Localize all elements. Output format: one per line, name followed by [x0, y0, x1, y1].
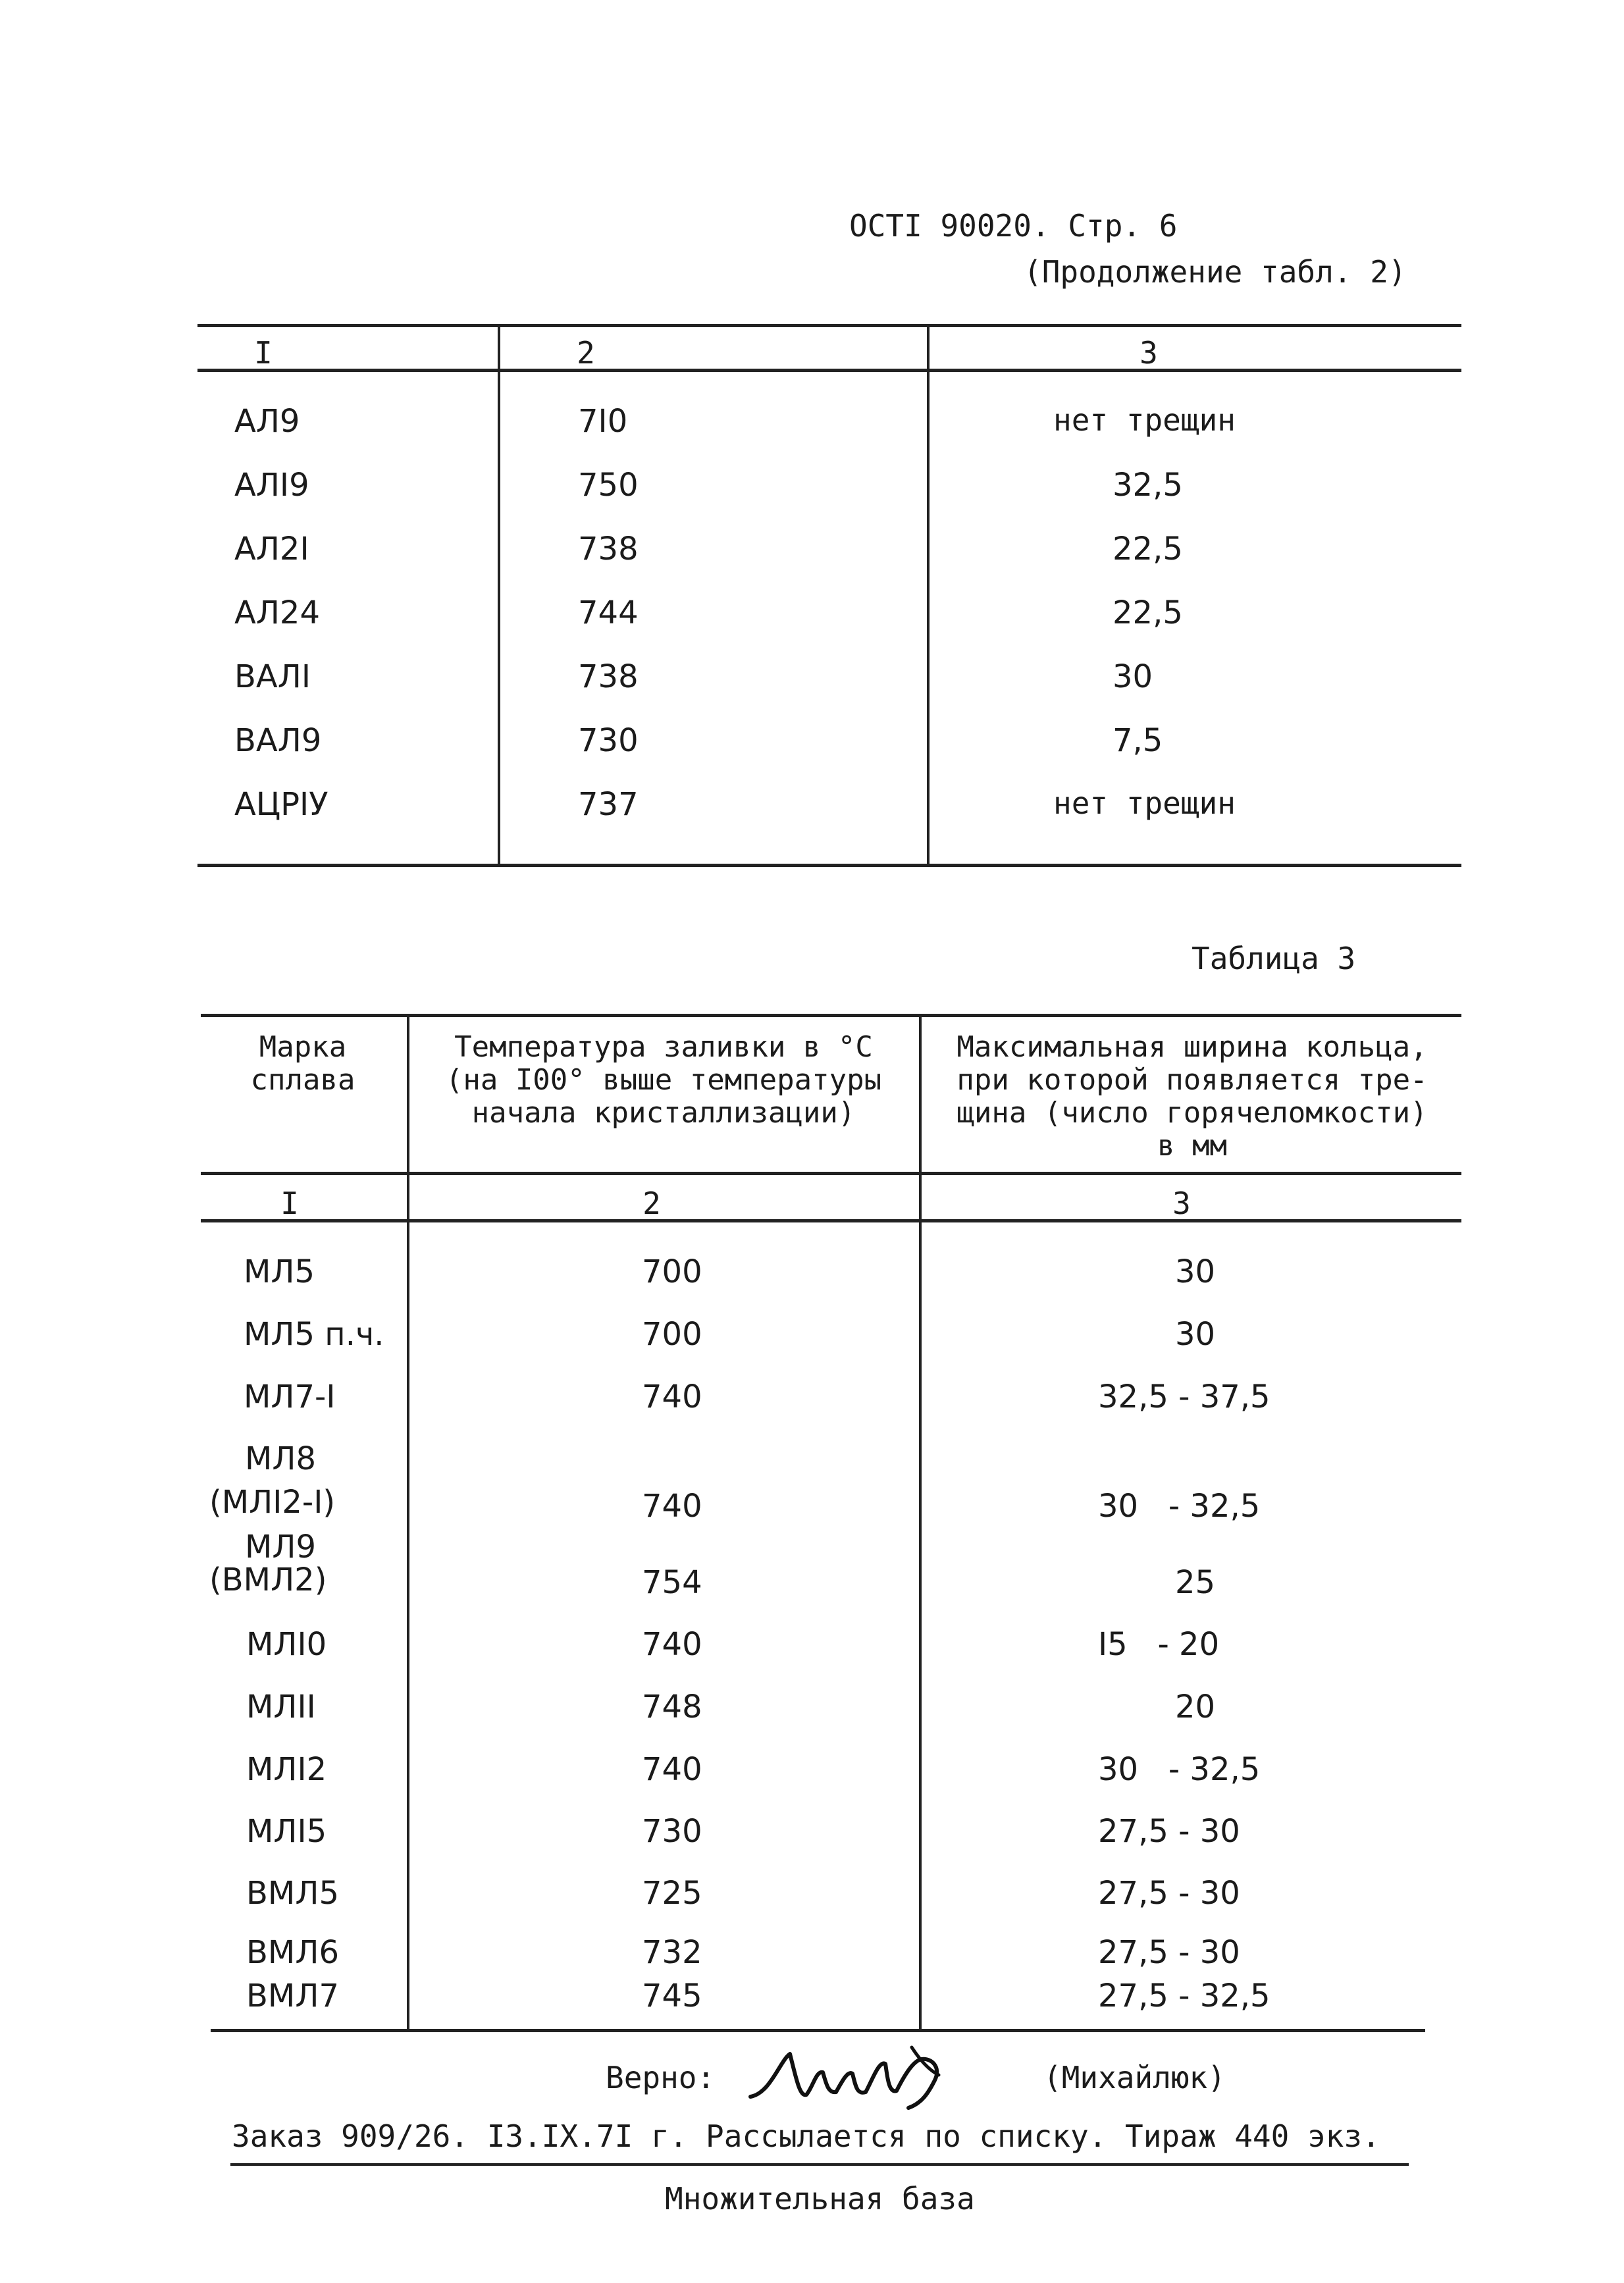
alloy-grade: МЛI5	[246, 1813, 327, 1850]
alloy-grade: АЦРIУ	[234, 786, 328, 823]
pour-temperature: 750	[578, 467, 639, 504]
pour-temperature: 730	[578, 722, 639, 759]
alloy-grade: АЛ9	[234, 403, 300, 440]
alloy-grade: ВМЛ7	[246, 1978, 339, 2014]
pour-temperature: 744	[578, 594, 639, 631]
publisher-name: Множительная база	[665, 2181, 975, 2217]
crack-width: I5 - 20	[1098, 1626, 1220, 1663]
alloy-grade-alt: (ВМЛ2)	[209, 1561, 327, 1598]
crack-width: 32,5 - 37,5	[1098, 1378, 1270, 1415]
table-rule	[201, 1014, 1461, 1017]
crack-width: 22,5	[1113, 594, 1183, 631]
column-number: 3	[1172, 1186, 1191, 1221]
alloy-grade: АЛ24	[234, 594, 321, 631]
alloy-grade: АЛI9	[234, 467, 309, 504]
document-reference: ОСТI 90020. Стр. 6	[849, 208, 1178, 244]
crack-width: 27,5 - 30	[1098, 1875, 1240, 1912]
crack-width: 30 - 32,5	[1098, 1751, 1261, 1788]
signer-name: (Михайлюк)	[1043, 2060, 1226, 2095]
header-max-ring-width	[923, 1031, 1461, 1163]
header-alloy-grade	[204, 1031, 402, 1097]
alloy-grade: ВМЛ6	[246, 1934, 339, 1971]
column-divider	[919, 1014, 922, 2029]
header-line: (на I00° выше температуры	[445, 1063, 882, 1097]
pour-temperature: 740	[642, 1626, 702, 1663]
header-line: начала кристаллизации)	[471, 1096, 856, 1130]
crack-width: 30 - 32,5	[1098, 1488, 1261, 1525]
table-rule	[197, 324, 1461, 327]
header-line: Максимальная ширина кольца,	[956, 1030, 1428, 1064]
table-rule	[201, 1172, 1461, 1175]
crack-width: 30	[1113, 658, 1153, 695]
pour-temperature: 748	[642, 1689, 702, 1725]
pour-temperature: 740	[642, 1488, 702, 1525]
table-rule	[211, 2029, 1425, 2032]
alloy-grade: АЛ2I	[234, 531, 309, 567]
table-rule	[201, 1219, 1461, 1222]
alloy-grade-alt: (МЛI2-I)	[209, 1484, 336, 1521]
crack-width: 20	[1175, 1689, 1216, 1725]
column-number: 2	[577, 335, 595, 371]
alloy-grade: МЛII	[246, 1689, 316, 1725]
alloy-grade: МЛ8	[245, 1440, 317, 1477]
column-number: I	[280, 1186, 299, 1221]
table-rule	[197, 864, 1461, 867]
pour-temperature: 725	[642, 1875, 702, 1912]
pour-temperature: 732	[642, 1934, 702, 1971]
header-line: в мм	[1157, 1129, 1227, 1163]
crack-width: 30	[1175, 1316, 1216, 1353]
pour-temperature: 745	[642, 1978, 702, 2014]
footer-rule	[230, 2163, 1409, 2166]
pour-temperature: 737	[578, 786, 639, 823]
alloy-grade: ВАЛI	[234, 658, 311, 695]
header-line: при которой появляется тре-	[956, 1063, 1428, 1097]
crack-width: 27,5 - 32,5	[1098, 1978, 1270, 2014]
alloy-grade: МЛI2	[246, 1751, 327, 1788]
pour-temperature: 700	[642, 1253, 702, 1290]
header-line: сплава	[250, 1063, 355, 1097]
pour-temperature: 738	[578, 531, 639, 567]
pour-temperature: 730	[642, 1813, 702, 1850]
alloy-grade: МЛI0	[246, 1626, 327, 1663]
alloy-grade: ВАЛ9	[234, 722, 322, 759]
pour-temperature: 740	[642, 1378, 702, 1415]
pour-temperature: 738	[578, 658, 639, 695]
pour-temperature: 754	[642, 1564, 702, 1601]
crack-width: 7,5	[1113, 722, 1163, 759]
pour-temperature: 700	[642, 1316, 702, 1353]
header-line: Марка	[259, 1030, 347, 1064]
header-pour-temperature	[411, 1031, 916, 1130]
alloy-grade: ВМЛ5	[246, 1875, 339, 1912]
crack-width: 25	[1175, 1564, 1216, 1601]
header-line: Температура заливки в °С	[454, 1030, 873, 1064]
crack-width: нет трещин	[1053, 785, 1236, 821]
crack-width: 30	[1175, 1253, 1216, 1290]
column-divider	[498, 324, 500, 864]
alloy-grade: МЛ9	[245, 1529, 317, 1565]
column-divider	[407, 1014, 409, 2029]
alloy-grade: МЛ5	[244, 1253, 315, 1290]
column-number: 2	[642, 1186, 661, 1221]
table-rule	[197, 369, 1461, 372]
pour-temperature: 7I0	[578, 403, 628, 440]
column-divider	[927, 324, 930, 864]
header-line: щина (число горячеломкости)	[956, 1096, 1428, 1130]
alloy-grade: МЛ5 п.ч.	[244, 1316, 384, 1353]
crack-width: 27,5 - 30	[1098, 1934, 1240, 1971]
pour-temperature: 740	[642, 1751, 702, 1788]
crack-width: 32,5	[1113, 467, 1183, 504]
crack-width: нет трещин	[1053, 402, 1236, 438]
print-order-line: Заказ 909/26. I3.IX.7I г. Рассылается по списку. Тираж 440 экз.	[232, 2118, 1380, 2154]
table-title: Таблица 3	[1192, 941, 1356, 976]
crack-width: 22,5	[1113, 531, 1183, 567]
column-number: 3	[1139, 335, 1158, 371]
column-number: I	[254, 335, 273, 371]
verified-label: Верно:	[606, 2060, 716, 2095]
crack-width: 27,5 - 30	[1098, 1813, 1240, 1850]
table-continuation-note: (Продолжение табл. 2)	[1024, 254, 1407, 290]
alloy-grade: МЛ7-I	[244, 1378, 336, 1415]
handwritten-signature	[744, 2034, 968, 2113]
